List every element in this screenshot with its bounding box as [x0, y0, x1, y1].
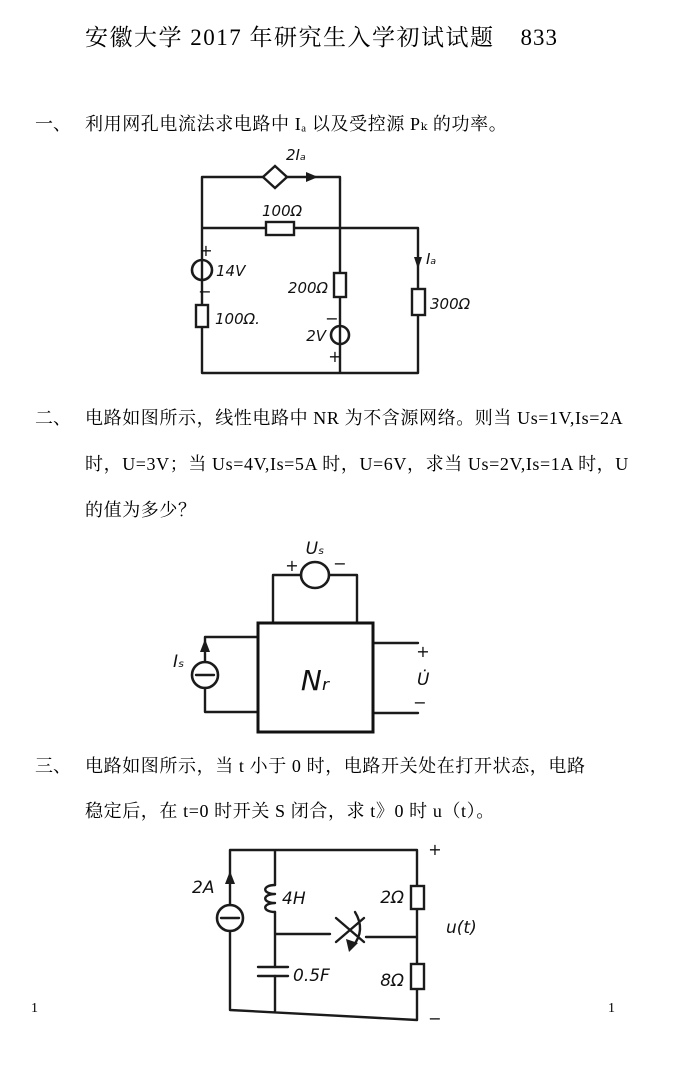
- circuit-3-figure: [178, 828, 523, 1067]
- output-ut-label: u(t): [446, 918, 477, 938]
- current-direction-arrow: [306, 172, 318, 182]
- v2-minus-sign: −: [325, 309, 339, 328]
- question-3-line-2: 稳定后，在 t=0 时开关 S 闭合，求 t》0 时 u（t）。: [85, 801, 495, 821]
- voltage-source-label: 14V: [216, 262, 246, 280]
- circuit-3-wires: [230, 850, 417, 1020]
- resistor-top-label: 100Ω: [262, 202, 303, 220]
- output-minus-sign: −: [413, 693, 427, 712]
- switch-s-icon: [336, 912, 364, 952]
- ia-direction-arrow: [414, 257, 422, 269]
- is-direction-arrow: [200, 639, 210, 652]
- output-minus-sign: −: [428, 1009, 442, 1028]
- resistor-100ohm-left-icon: [196, 305, 208, 327]
- resistor-300ohm-icon: [412, 289, 425, 315]
- subject-code: 833: [520, 25, 558, 50]
- circuit-2-figure: [165, 520, 455, 745]
- title-text: 安徽大学 2017 年研究生入学初试试题: [85, 25, 495, 50]
- resistor-200ohm-icon: [334, 273, 346, 297]
- question-2-line-1: 电路如图所示，线性电路中 NR 为不含源网络。则当 Us=1V,Is=2A: [85, 408, 624, 428]
- question-2-number: 二、: [35, 408, 71, 428]
- current-source-label: 2A: [192, 878, 215, 898]
- resistor-100ohm-top-icon: [266, 222, 294, 235]
- network-nr-label: Nᵣ: [300, 664, 330, 697]
- question-3-line-1: 电路如图所示，当 t 小于 0 时，电路开关处在打开状态，电路: [85, 756, 586, 776]
- resistor-mid-label: 200Ω: [287, 279, 328, 297]
- question-2-line-3: 的值为多少？: [85, 500, 197, 520]
- output-plus-sign: +: [416, 642, 430, 661]
- vs-minus-sign: −: [198, 282, 212, 301]
- circuit-1-figure: [170, 143, 490, 388]
- question-3-number: 三、: [35, 756, 71, 776]
- capacitor-label: 0.5F: [293, 966, 330, 986]
- capacitor-plates-icon: [258, 967, 288, 976]
- question-2-line-2: 时，U=3V；当 Us=4V,Is=5A 时，U=6V，求当 Us=2V,Is=1A 时，U: [85, 454, 629, 474]
- question-1-text: 利用网孔电流法求电路中 Iₐ 以及受控源 Pₖ 的功率。: [85, 114, 508, 134]
- source-direction-arrow: [225, 871, 235, 884]
- inductor-coil-icon: [265, 885, 275, 912]
- voltage-source-us-icon: [301, 562, 329, 588]
- question-1-number: 一、: [35, 114, 71, 134]
- resistor-8ohm-icon: [411, 964, 424, 989]
- controlled-current-source-icon: [263, 166, 287, 188]
- inductor-label: 4H: [282, 889, 306, 909]
- v2-plus-sign: +: [328, 347, 342, 366]
- us-plus-sign: +: [285, 556, 299, 575]
- resistor-top-label: 2Ω: [380, 888, 404, 908]
- resistor-right-label: 300Ω: [430, 295, 471, 313]
- source-2v-label: 2V: [306, 327, 326, 345]
- output-u-label: U̇: [417, 670, 430, 690]
- page-number-left: 1: [31, 1001, 38, 1016]
- source-is-label: Iₛ: [173, 652, 185, 672]
- page-number-right: 1: [608, 1001, 615, 1016]
- resistor-bottom-label: 8Ω: [380, 971, 404, 991]
- resistor-left-label: 100Ω.: [215, 310, 260, 328]
- output-plus-sign: +: [428, 840, 442, 859]
- page-title: [85, 19, 558, 52]
- us-minus-sign: −: [333, 554, 347, 573]
- vs-plus-sign: +: [199, 241, 213, 260]
- source-us-label: Uₛ: [305, 539, 325, 559]
- controlled-source-label: 2Iₐ: [286, 146, 306, 164]
- resistor-2ohm-icon: [411, 886, 424, 909]
- current-ia-label: Iₐ: [426, 250, 437, 268]
